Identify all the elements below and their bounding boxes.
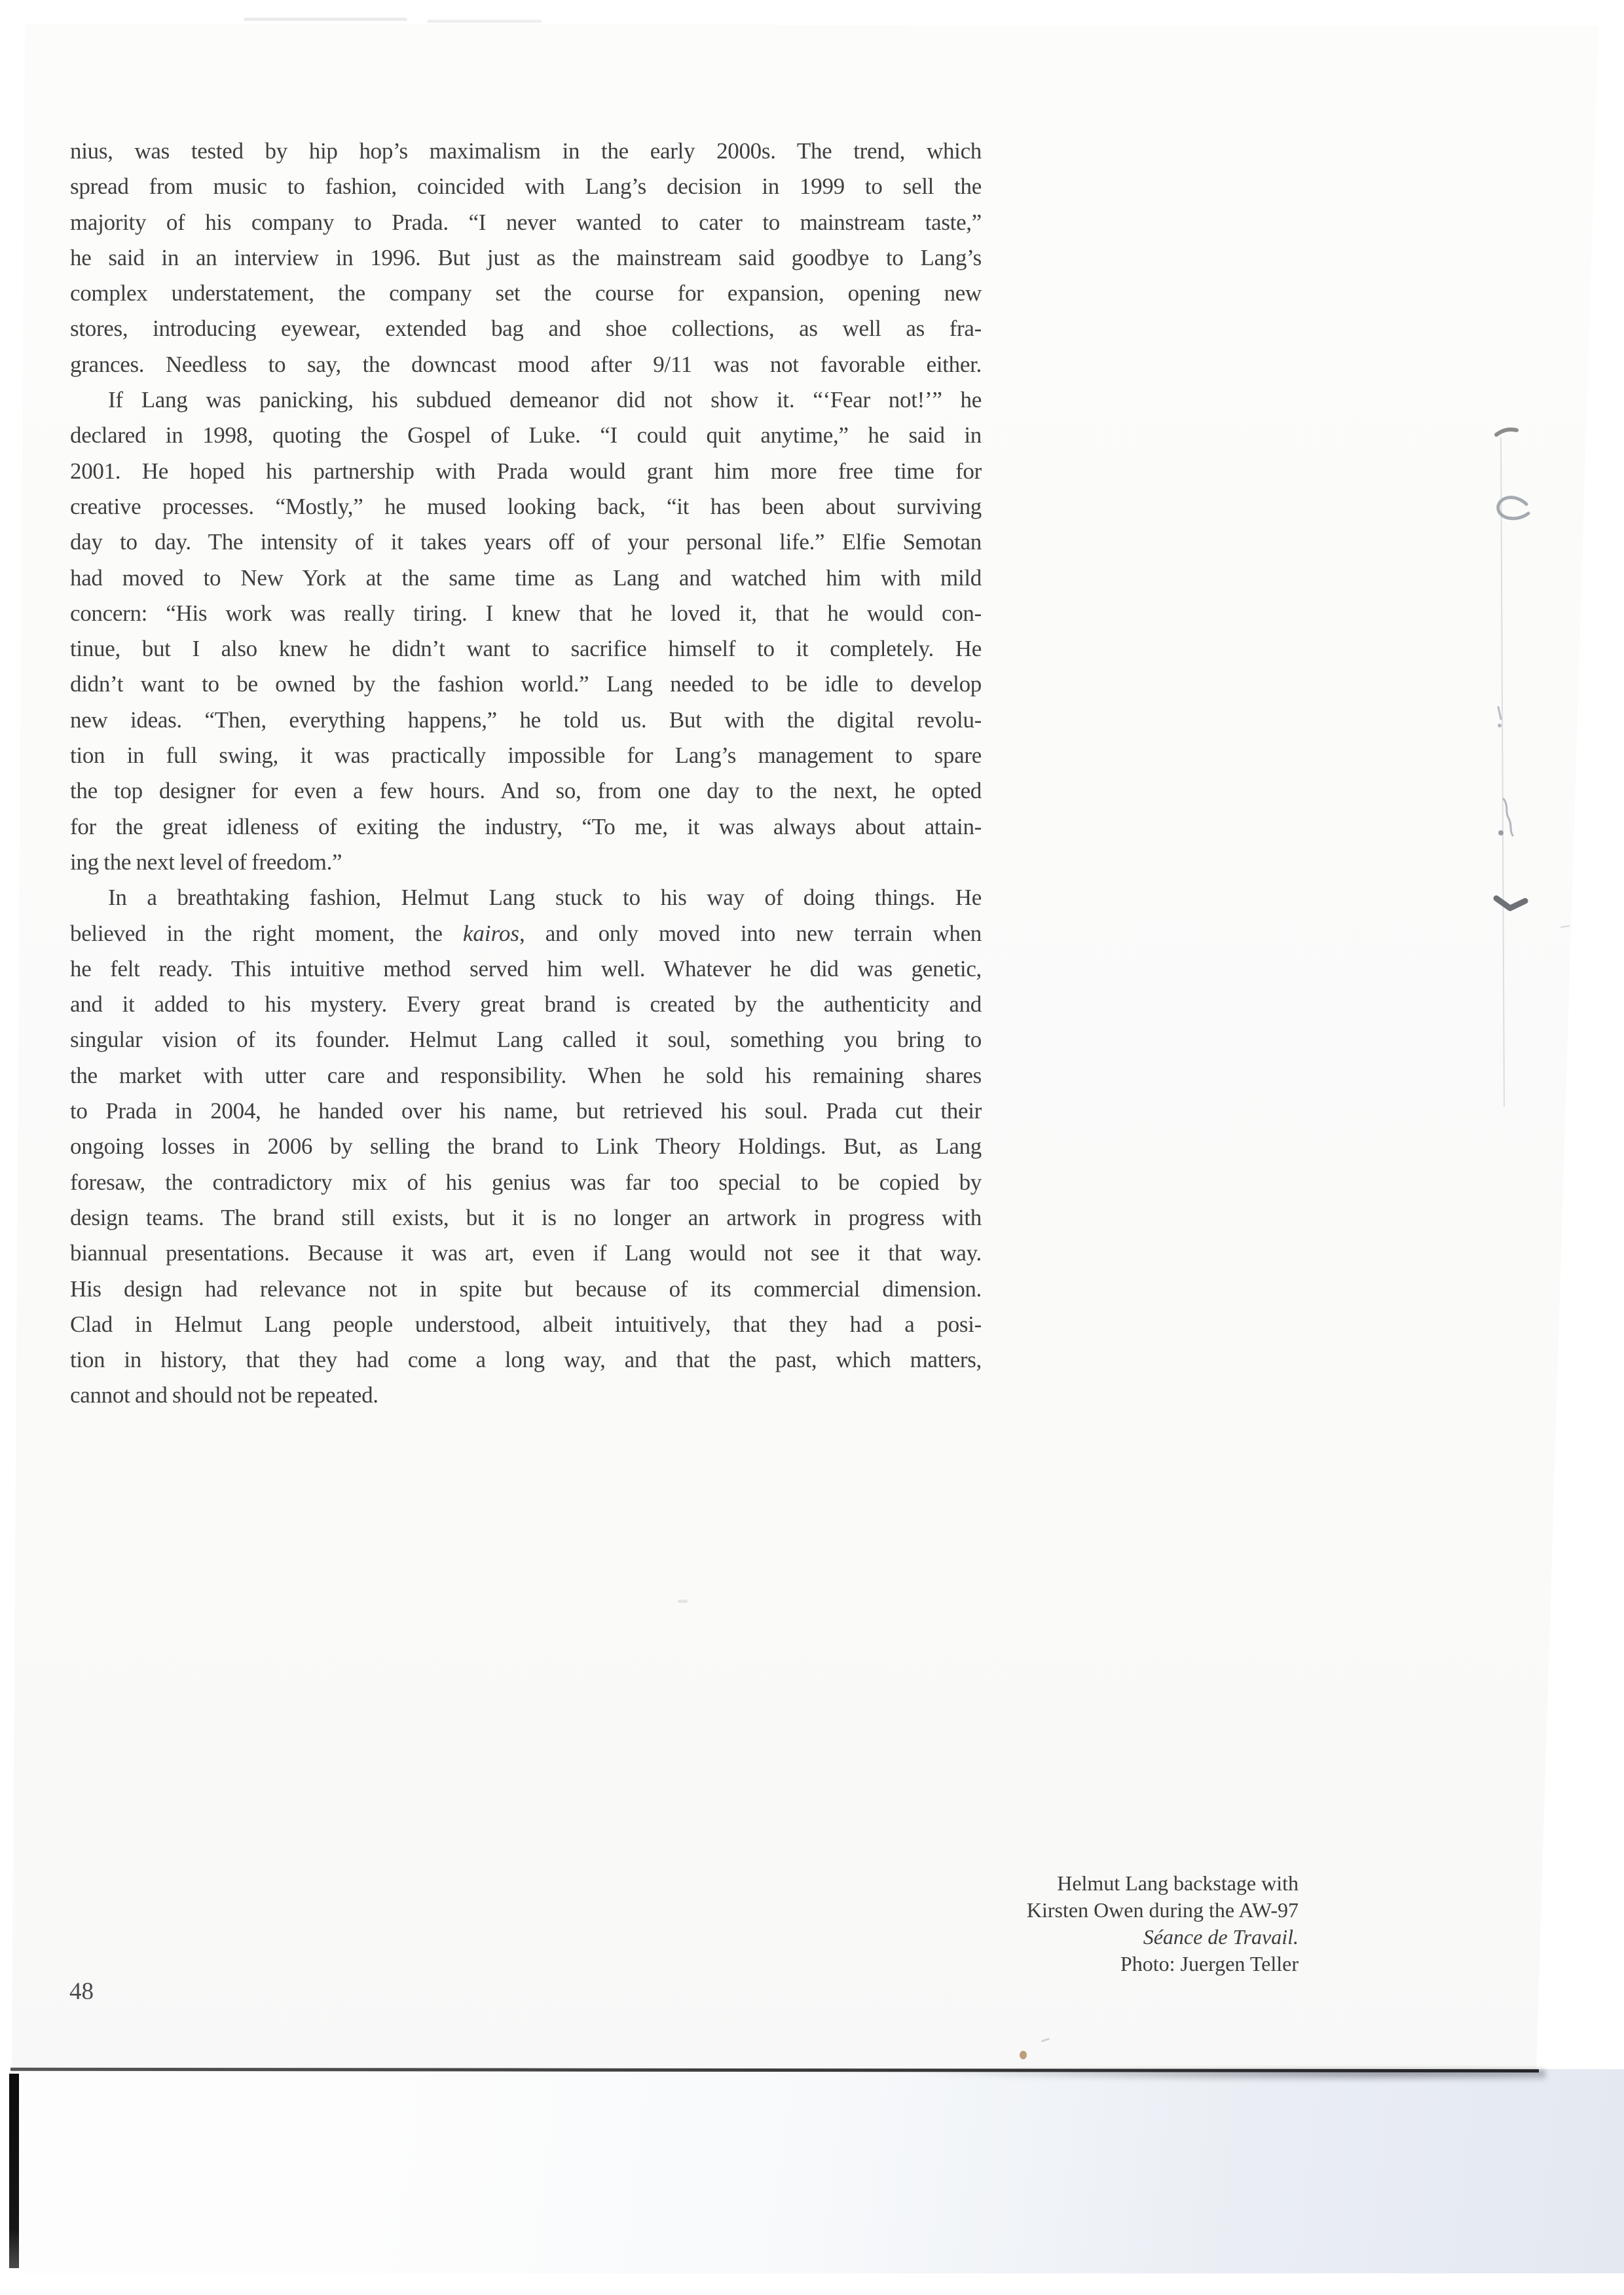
- text-line: he felt ready. This intuitive method served him well. Whatever he did was genetic,: [70, 955, 982, 982]
- text-line: His design had relevance not in spite but because of its commercial dimension.: [70, 1276, 982, 1302]
- paragraph: [70, 880, 982, 1413]
- page-number: 48: [69, 1978, 94, 2005]
- photo-caption: [801, 1870, 1299, 1977]
- text-line: ongoing losses in 2006 by selling the brand to Link Theory Holdings. But, as Lang: [70, 1133, 982, 1160]
- text-line: tion in history, that they had come a long way, and that the past, which matters,: [70, 1347, 982, 1373]
- text-line: majority of his company to Prada. “I never wanted to cater to mainstream taste,”: [70, 209, 982, 235]
- paragraph: [70, 134, 982, 382]
- book-spine: [9, 2074, 19, 2268]
- text-line: had moved to New York at the same time as Lang and watched him with mild: [70, 564, 982, 591]
- scan-speck: [678, 1600, 688, 1603]
- text-line: didn’t want to be owned by the fashion world.” Lang needed to be idle to develop: [70, 671, 982, 697]
- text-line: for the great idleness of exiting the industry, “To me, it was always about attain-: [70, 813, 982, 839]
- caption-line: Photo: Juergen Teller: [1120, 1952, 1299, 1975]
- text-line: and it added to his mystery. Every great brand is created by the authenticity and: [70, 991, 982, 1018]
- text-line: singular vision of its founder. Helmut Lang called it soul, something you bring to: [70, 1027, 982, 1053]
- text-line: concern: “His work was really tiring. I knew that he loved it, that he would con-: [70, 600, 982, 626]
- text-line: In a breathtaking fashion, Helmut Lang stuck to his way of doing things. He: [108, 885, 982, 911]
- text-line: to Prada in 2004, he handed over his name, but retrieved his soul. Prada cut their: [70, 1098, 982, 1124]
- text-line: day to day. The intensity of it takes years off of your personal life.” Elfie Semotan: [70, 529, 982, 555]
- text-line: stores, introducing eyewear, extended bag and shoe collections, as well as fra-: [70, 316, 982, 342]
- text-line: cannot and should not be repeated.: [70, 1382, 378, 1408]
- paragraph: [70, 382, 982, 880]
- text-line: the market with utter care and responsibility. When he sold his remaining shares: [70, 1062, 982, 1088]
- caption-line: Kirsten Owen during the AW-97: [1026, 1898, 1299, 1922]
- caption-line: Séance de Travail.: [1143, 1925, 1299, 1949]
- text-line: declared in 1998, quoting the Gospel of Luke. “I could quit anytime,” he said in: [70, 422, 982, 449]
- text-line: new ideas. “Then, everything happens,” he told us. But with the digital revolu-: [70, 707, 982, 733]
- page-corner-shadow: [904, 2070, 1545, 2082]
- text-line: design teams. The brand still exists, but it is no longer an artwork in progress with: [70, 1204, 982, 1230]
- caption-line: Helmut Lang backstage with: [1057, 1871, 1299, 1895]
- text-line: believed in the right moment, the kairos, and only moved into new terrain when: [70, 920, 982, 946]
- text-line: nius, was tested by hip hop’s maximalism in the early 2000s. The trend, which: [70, 138, 982, 164]
- text-line: he said in an interview in 1996. But just as the mainstream said goodbye to Lang’s: [70, 244, 982, 270]
- under-page-surface: [18, 2069, 1624, 2273]
- text-line: complex understatement, the company set the course for expansion, opening new: [70, 280, 982, 306]
- text-line: creative processes. “Mostly,” he mused looking back, “it has been about surviving: [70, 493, 982, 519]
- text-line: tinue, but I also knew he didn’t want to sacrifice himself to it completely. He: [70, 636, 982, 662]
- scan-artifacts-icon: [1477, 413, 1581, 1133]
- text-line: Clad in Helmut Lang people understood, albeit intuitively, that they had a posi-: [70, 1311, 982, 1337]
- text-line: spread from music to fashion, coincided with Lang’s decision in 1999 to sell the: [70, 174, 982, 200]
- text-line: the top designer for even a few hours. And so, from one day to the next, he opted: [70, 778, 982, 804]
- text-line: tion in full swing, it was practically impossible for Lang’s management to spare: [70, 743, 982, 769]
- text-line: If Lang was panicking, his subdued demeanor did not show it. “‘Fear not!’” he: [108, 387, 982, 413]
- scan-speck: [1020, 2051, 1027, 2059]
- text-line: biannual presentations. Because it was art, even if Lang would not see it that way.: [70, 1240, 982, 1266]
- text-line: 2001. He hoped his partnership with Prada would grant him more free time for: [70, 458, 982, 484]
- article-text: [70, 134, 982, 1414]
- scan-smudge: [427, 20, 542, 23]
- text-line: grances. Needless to say, the downcast mood after 9/11 was not favorable either.: [70, 351, 982, 377]
- scan-smudge: [244, 18, 407, 21]
- text-line: ing the next level of freedom.”: [70, 849, 342, 875]
- text-line: foresaw, the contradictory mix of his genius was far too special to be copied by: [70, 1169, 982, 1195]
